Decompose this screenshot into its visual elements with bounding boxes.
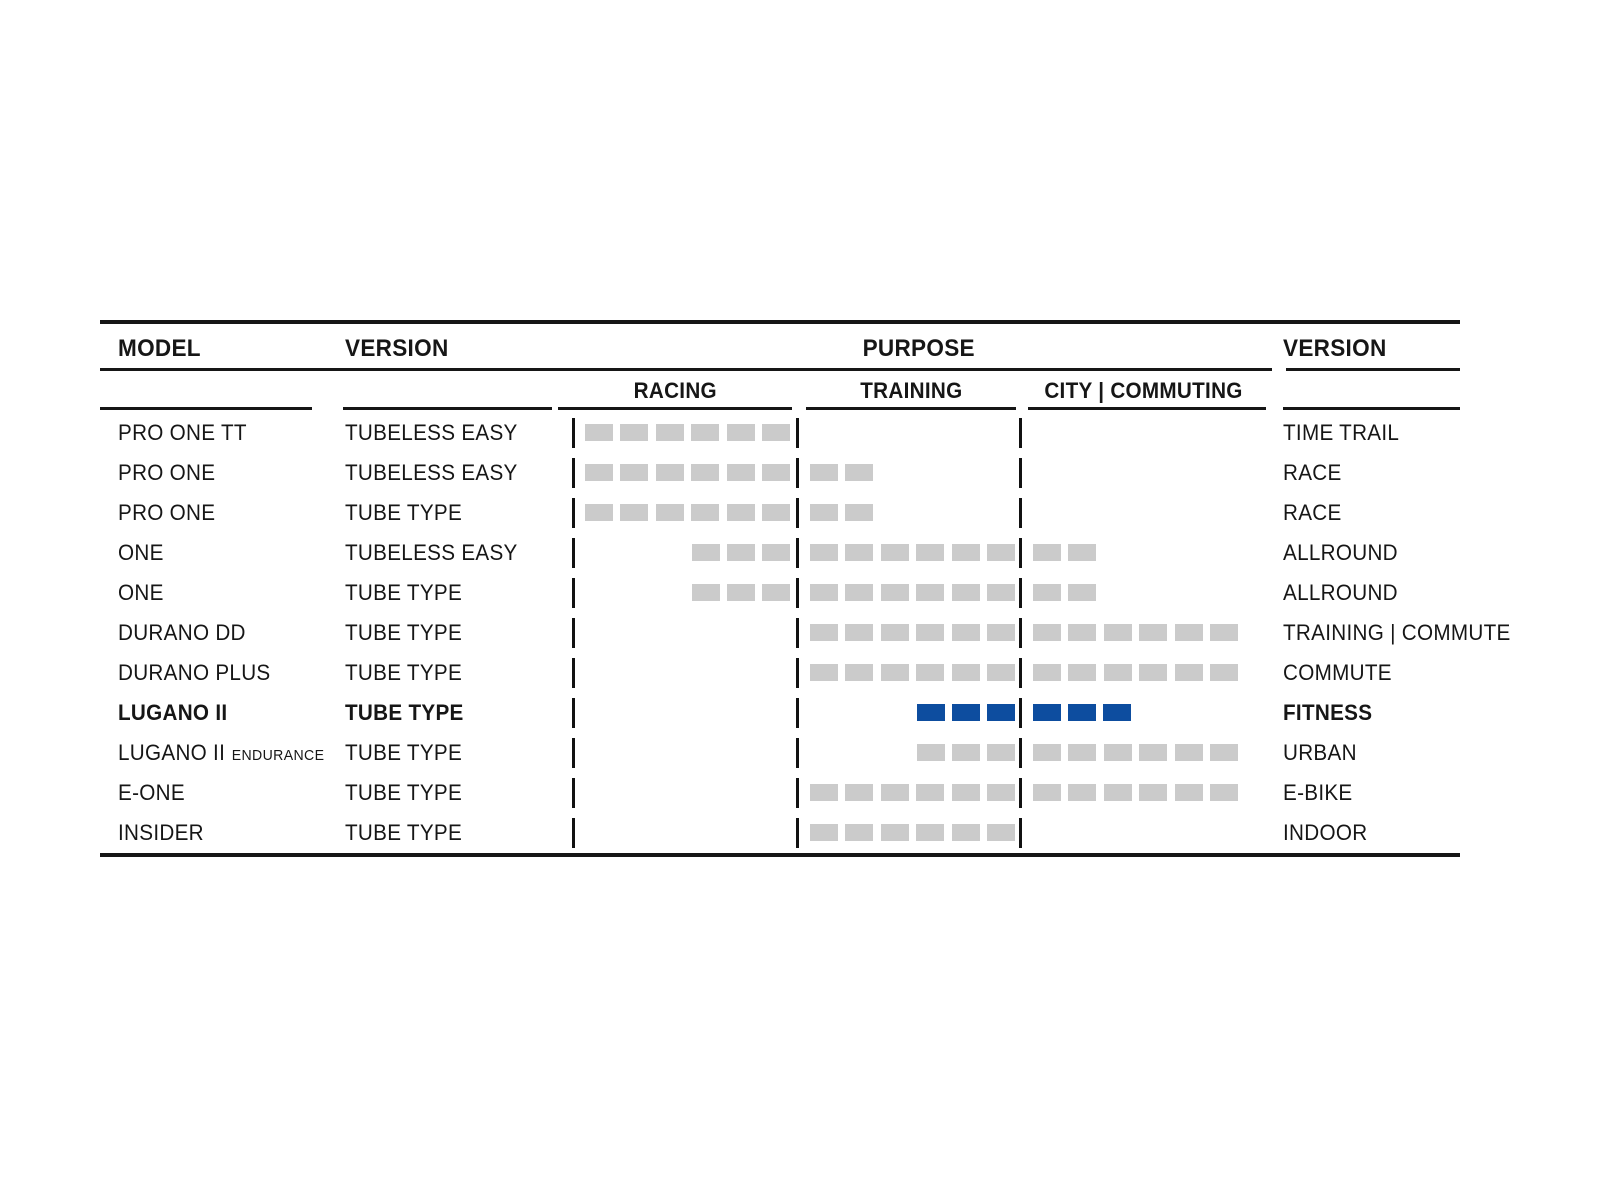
version-label: TUBE TYPE [345, 660, 463, 685]
rating-block [1068, 704, 1096, 721]
training-divider [796, 458, 799, 488]
rating-block [1139, 664, 1167, 681]
table-row [100, 653, 1460, 693]
rating-block [845, 784, 873, 801]
rating-block [620, 504, 648, 521]
city-rating [1033, 784, 1238, 801]
rating-block [1068, 584, 1096, 601]
rating-block [1210, 664, 1238, 681]
model-name-text: INSIDER [118, 820, 204, 845]
training-divider [796, 778, 799, 808]
model-name-text: PRO ONE [118, 460, 216, 485]
purpose-version-label: ALLROUND [1283, 580, 1398, 605]
racing-rating [585, 664, 790, 681]
model-name-text: PRO ONE [118, 500, 216, 525]
rating-block [987, 664, 1015, 681]
city-rating [1033, 544, 1238, 561]
model-name [118, 820, 210, 846]
racing-rating [585, 544, 790, 561]
rating-block [810, 784, 838, 801]
model-name-text: DURANO DD [118, 620, 246, 645]
model-name [118, 620, 252, 646]
rating-block [1068, 624, 1096, 641]
racing-divider [572, 498, 575, 528]
model-name-text: PRO ONE TT [118, 420, 247, 445]
purpose-version-label: URBAN [1283, 740, 1357, 765]
city-divider [1019, 538, 1022, 568]
model-name-text: ONE [118, 580, 164, 605]
training-subheader: TRAINING [859, 378, 963, 403]
racing-rating [585, 784, 790, 801]
racing-subheader-wrap [558, 378, 792, 404]
rating-block [1033, 624, 1061, 641]
table-row [100, 533, 1460, 573]
rating-block [845, 544, 873, 561]
rating-block [762, 544, 790, 561]
rating-block [810, 504, 838, 521]
rating-block [881, 544, 909, 561]
rating-block [1104, 784, 1132, 801]
rating-block [810, 664, 838, 681]
rating-block [1033, 664, 1061, 681]
rating-block [810, 624, 838, 641]
training-divider [796, 578, 799, 608]
rating-block [1104, 624, 1132, 641]
model-column-rule [100, 407, 312, 410]
city-rating [1033, 744, 1238, 761]
rating-block [917, 744, 945, 761]
rating-block [916, 664, 944, 681]
version-label: TUBE TYPE [345, 740, 463, 765]
training-divider [796, 538, 799, 568]
racing-divider [572, 778, 575, 808]
model-name-text: ONE [118, 540, 164, 565]
rating-block [1068, 544, 1096, 561]
rating-block [1175, 744, 1203, 761]
rating-block [1033, 584, 1061, 601]
city-divider [1019, 578, 1022, 608]
rating-block [810, 544, 838, 561]
rating-block [1033, 544, 1061, 561]
rating-block [762, 424, 790, 441]
city-divider [1019, 418, 1022, 448]
rating-block [916, 544, 944, 561]
training-rating [810, 624, 1015, 641]
racing-column-rule [558, 407, 792, 410]
version-label: TUBE TYPE [345, 700, 464, 725]
city-divider [1019, 738, 1022, 768]
version-label: TUBE TYPE [345, 780, 463, 805]
model-name [118, 500, 222, 526]
table-top-rule [100, 320, 1460, 324]
purpose-version-label: TRAINING | COMMUTE [1283, 620, 1511, 645]
training-divider [796, 818, 799, 848]
version-right-header: VERSION [1283, 335, 1387, 362]
training-column-rule [806, 407, 1016, 410]
rating-block [1033, 704, 1061, 721]
rating-block [845, 584, 873, 601]
table-body [100, 413, 1511, 853]
model-name [118, 740, 324, 766]
rating-block [810, 584, 838, 601]
rating-block [1210, 744, 1238, 761]
version-label: TUBE TYPE [345, 620, 463, 645]
training-divider [796, 698, 799, 728]
rating-block [987, 544, 1015, 561]
version-label: TUBE TYPE [345, 500, 463, 525]
training-divider [796, 738, 799, 768]
model-name [118, 460, 222, 486]
training-rating [810, 704, 1015, 721]
rating-block [727, 424, 755, 441]
rating-block [620, 464, 648, 481]
rating-block [987, 704, 1015, 721]
purpose-version-label: RACE [1283, 460, 1342, 485]
racing-rating [585, 624, 790, 641]
version-label: TUBELESS EASY [345, 420, 518, 445]
model-name-text: DURANO PLUS [118, 660, 271, 685]
model-name-text: LUGANO II [118, 740, 226, 765]
rating-block [691, 464, 719, 481]
rating-block [727, 504, 755, 521]
city-rating [1033, 464, 1238, 481]
city-divider [1019, 618, 1022, 648]
rating-block [1139, 744, 1167, 761]
rating-block [987, 624, 1015, 641]
rating-block [952, 624, 980, 641]
rating-block [952, 824, 980, 841]
purpose-version-label: E-BIKE [1283, 780, 1353, 805]
training-rating [810, 824, 1015, 841]
table-row [100, 573, 1460, 613]
racing-divider [572, 738, 575, 768]
model-name [118, 540, 170, 566]
rating-block [881, 784, 909, 801]
rating-block [1210, 624, 1238, 641]
table-row [100, 733, 1460, 773]
rating-block [845, 624, 873, 641]
rating-block [1033, 784, 1061, 801]
city-divider [1019, 698, 1022, 728]
rating-block [1104, 744, 1132, 761]
racing-rating [585, 504, 790, 521]
rating-block [1175, 624, 1203, 641]
rating-block [585, 464, 613, 481]
racing-rating [585, 464, 790, 481]
rating-block [881, 584, 909, 601]
training-divider [796, 498, 799, 528]
city-rating [1033, 584, 1238, 601]
rating-block [987, 824, 1015, 841]
rating-block [881, 824, 909, 841]
rating-block [881, 624, 909, 641]
model-name-text: E-ONE [118, 780, 185, 805]
rating-block [727, 544, 755, 561]
rating-block [917, 704, 945, 721]
training-divider [796, 658, 799, 688]
rating-block [762, 504, 790, 521]
training-subheader-wrap [806, 378, 1016, 404]
version-label: TUBE TYPE [345, 580, 463, 605]
rating-block [1139, 784, 1167, 801]
rating-block [692, 544, 720, 561]
city-divider [1019, 778, 1022, 808]
version-label: TUBELESS EASY [345, 540, 518, 565]
training-divider [796, 618, 799, 648]
purpose-header-wrap [573, 335, 1265, 363]
city-rating [1033, 824, 1238, 841]
rating-block [1033, 744, 1061, 761]
model-name [118, 580, 170, 606]
rating-block [692, 584, 720, 601]
rating-block [916, 624, 944, 641]
table-row [100, 693, 1460, 733]
rating-block [881, 664, 909, 681]
rating-block [916, 824, 944, 841]
racing-subheader: RACING [633, 378, 717, 403]
racing-rating [585, 424, 790, 441]
rating-block [810, 464, 838, 481]
rating-block [952, 784, 980, 801]
rating-block [916, 784, 944, 801]
training-rating [810, 584, 1015, 601]
model-name [118, 700, 234, 726]
rating-block [1210, 784, 1238, 801]
rating-block [916, 584, 944, 601]
subheader-row [100, 376, 1460, 406]
city-divider [1019, 818, 1022, 848]
rating-block [1068, 744, 1096, 761]
rating-block [691, 424, 719, 441]
table-bottom-rule [100, 853, 1460, 857]
rating-block [1175, 784, 1203, 801]
rating-block [727, 584, 755, 601]
racing-rating [585, 824, 790, 841]
racing-divider [572, 578, 575, 608]
version-right-column-rule [1283, 407, 1460, 410]
training-rating [810, 664, 1015, 681]
table-row [100, 493, 1460, 533]
rating-block [952, 664, 980, 681]
racing-rating [585, 704, 790, 721]
purpose-version-label: ALLROUND [1283, 540, 1398, 565]
rating-block [845, 504, 873, 521]
model-name-suffix: ENDURANCE [231, 747, 325, 764]
training-divider [796, 418, 799, 448]
header-separator-left [100, 368, 1272, 371]
racing-divider [572, 618, 575, 648]
purpose-version-label: TIME TRAIL [1283, 420, 1400, 445]
training-rating [810, 784, 1015, 801]
table-row [100, 773, 1460, 813]
racing-divider [572, 658, 575, 688]
rating-block [762, 584, 790, 601]
training-rating [810, 544, 1015, 561]
table-row [100, 413, 1460, 453]
city-rating [1033, 424, 1238, 441]
version-label: TUBELESS EASY [345, 460, 518, 485]
rating-block [727, 464, 755, 481]
purpose-version-label: RACE [1283, 500, 1342, 525]
rating-block [952, 544, 980, 561]
racing-divider [572, 698, 575, 728]
city-divider [1019, 498, 1022, 528]
rating-block [762, 464, 790, 481]
model-header: MODEL [118, 335, 201, 362]
city-rating [1033, 664, 1238, 681]
rating-block [691, 504, 719, 521]
rating-block [845, 824, 873, 841]
comparison-table [100, 320, 1511, 860]
purpose-version-label: COMMUTE [1283, 660, 1392, 685]
model-name-text: LUGANO II [118, 700, 228, 725]
city-rating [1033, 504, 1238, 521]
rating-block [845, 664, 873, 681]
racing-rating [585, 744, 790, 761]
header-row [100, 332, 1460, 366]
rating-block [1068, 664, 1096, 681]
rating-block [810, 824, 838, 841]
city-divider [1019, 658, 1022, 688]
model-name [118, 780, 191, 806]
rating-block [1104, 664, 1132, 681]
model-name [118, 420, 253, 446]
rating-block [656, 464, 684, 481]
rating-block [1175, 664, 1203, 681]
city-rating [1033, 624, 1238, 641]
city-divider [1019, 458, 1022, 488]
rating-block [656, 424, 684, 441]
racing-divider [572, 818, 575, 848]
rating-block [845, 464, 873, 481]
rating-block [952, 584, 980, 601]
version-header: VERSION [345, 335, 449, 362]
rating-block [1068, 784, 1096, 801]
header-separator-right [1286, 368, 1460, 371]
training-rating [810, 504, 1015, 521]
rating-block [987, 584, 1015, 601]
city-rating [1033, 704, 1238, 721]
city-subheader-wrap [1020, 378, 1266, 404]
purpose-version-label: FITNESS [1283, 700, 1373, 725]
rating-block [1103, 704, 1131, 721]
rating-block [987, 744, 1015, 761]
rating-block [585, 424, 613, 441]
rating-block [620, 424, 648, 441]
training-rating [810, 424, 1015, 441]
rating-block [952, 744, 980, 761]
racing-rating [585, 584, 790, 601]
version-column-rule [343, 407, 552, 410]
purpose-header: PURPOSE [862, 335, 976, 362]
rating-block [987, 784, 1015, 801]
model-name [118, 660, 277, 686]
table-row [100, 453, 1460, 493]
rating-block [1139, 624, 1167, 641]
racing-divider [572, 418, 575, 448]
table-row [100, 813, 1460, 853]
table-row [100, 613, 1511, 653]
training-rating [810, 744, 1015, 761]
rating-block [585, 504, 613, 521]
city-subheader: CITY | COMMUTING [1043, 378, 1243, 403]
purpose-version-label: INDOOR [1283, 820, 1368, 845]
rating-block [656, 504, 684, 521]
racing-divider [572, 538, 575, 568]
version-label: TUBE TYPE [345, 820, 463, 845]
racing-divider [572, 458, 575, 488]
training-rating [810, 464, 1015, 481]
rating-block [952, 704, 980, 721]
city-column-rule [1028, 407, 1266, 410]
